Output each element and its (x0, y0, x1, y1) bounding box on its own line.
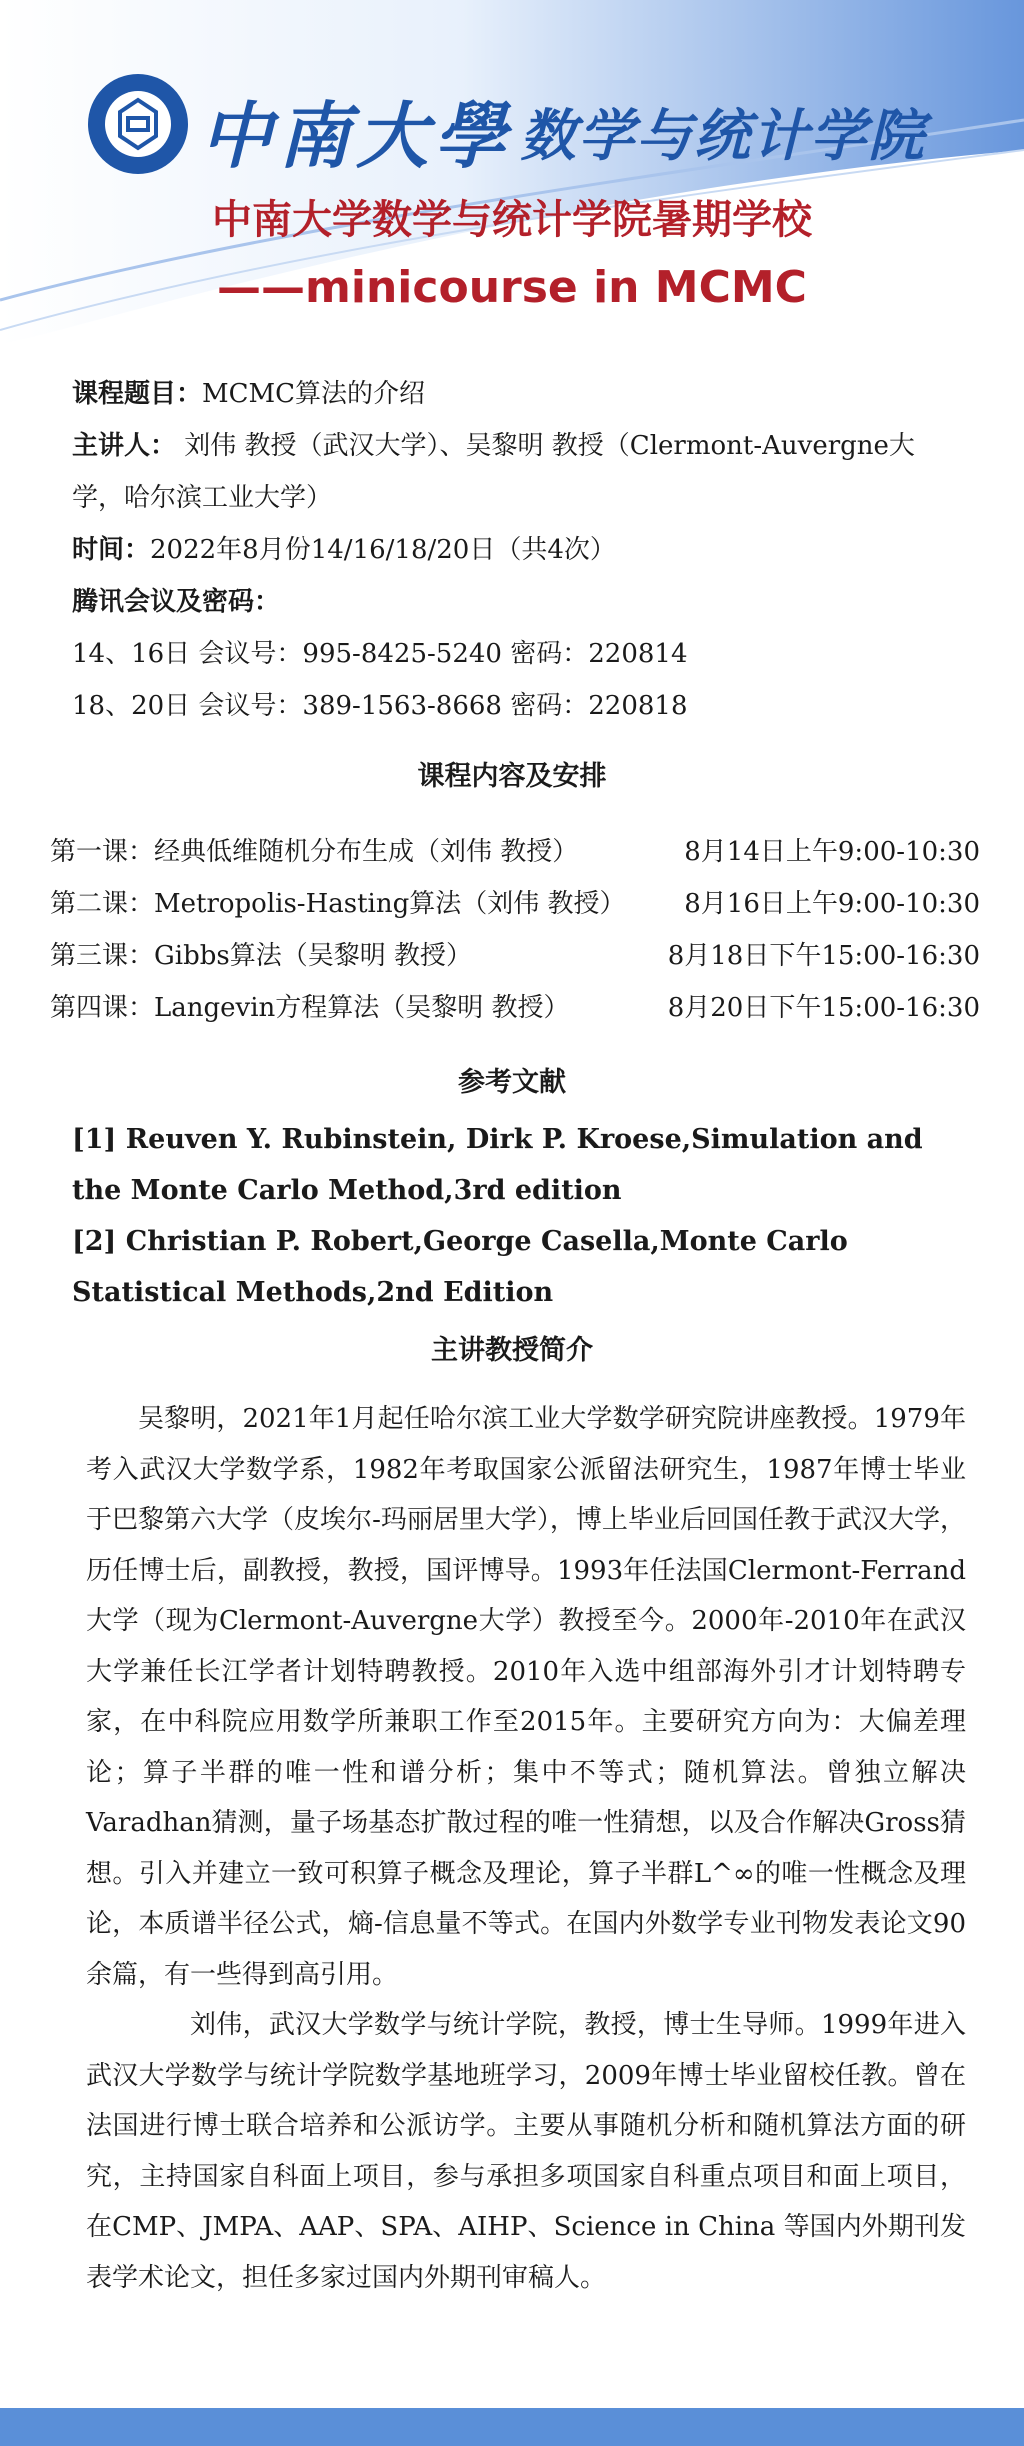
topic-value: MCMC算法的介绍 (202, 379, 426, 409)
schedule-row (50, 826, 980, 878)
university-logo (86, 72, 190, 176)
lesson-name: 第一课：经典低维随机分布生成（刘伟 教授） (50, 837, 579, 867)
speaker-value-cont: 学，哈尔滨工业大学） (72, 483, 333, 513)
meeting-info-2: 18、20日 会议号：389-1563-8668 密码：220818 (72, 691, 688, 721)
schedule-row (50, 930, 980, 982)
lesson-time: 8月16日上午9:00-10:30 (684, 889, 980, 919)
course-info (72, 368, 982, 732)
speaker-row-cont (72, 472, 982, 524)
header-banner (0, 0, 1024, 380)
lesson-name: 第三课：Gibbs算法（吴黎明 教授） (50, 941, 472, 971)
lesson-time: 8月18日下午15:00-16:30 (667, 941, 980, 971)
bio-heading: 主讲教授简介 (431, 1335, 593, 1366)
time-label: 时间： (72, 535, 151, 565)
page-subtitle: ——minicourse in MCMC (217, 262, 807, 313)
lesson-name: 第四课：Langevin方程算法（吴黎明 教授） (50, 993, 570, 1023)
lesson-time: 8月14日上午9:00-10:30 (684, 837, 980, 867)
page-title: 中南大学数学与统计学院暑期学校 (212, 196, 812, 243)
topic-row (72, 368, 982, 420)
reference-item: [2] Christian P. Robert,George Casella,Monte Carlo Statistical Methods,2nd Edition (72, 1226, 848, 1308)
speaker-row (72, 420, 982, 472)
footer-bar (0, 2408, 1024, 2446)
reference-item: [1] Reuven Y. Rubinstein, Dirk P. Kroese,Simulation and the Monte Carlo Method,3rd edition (72, 1124, 923, 1206)
schedule-heading: 课程内容及安排 (417, 761, 607, 792)
schedule-row (50, 982, 980, 1034)
bio-section (86, 1394, 966, 2303)
schedule-row (50, 878, 980, 930)
speaker-label: 主讲人： (72, 431, 177, 461)
reference-list (72, 1114, 952, 1318)
schedule-list (50, 826, 980, 1034)
topic-label: 课程题目： (72, 379, 203, 409)
references-heading: 参考文献 (458, 1067, 566, 1098)
college-name: 数学与统计学院 (520, 103, 926, 169)
time-value: 2022年8月份14/16/18/20日（共4次） (150, 535, 616, 565)
time-row (72, 524, 982, 576)
bio-wu: 吴黎明，2021年1月起任哈尔滨工业大学数学研究院讲座教授。1979年考入武汉大学数学系，1982年考取国家公派留法研究生，1987年博士毕业于巴黎第六大学（皮埃尔-玛丽居里大学），博上毕业后回国任教于武汉大学，历任博士后，副教授，教授，国评博导。1993年任法国Clermont-Ferrand大学（现为Clermont-Auvergne大学）教授至今。2000年-2010年在武汉大学兼任长江学者计划特聘教授。2010年入选中组部海外引才计划特聘专家，在中科院应用数学所兼职工作至2015年。主要研究方向为：大偏差理论；算子半群的唯一性和谱分析；集中不等式；随机算法。曾独立解决Varadhan猜测，量子场基态扩散过程的唯一性猜想，以及合作解决Gross猜想。引入并建立一致可积算子概念及理论，算子半群L^∞的唯一性概念及理论，本质谱半径公式，熵-信息量不等式。在国内外数学专业刊物发表论文90余篇，有一些得到高引用。 (86, 1404, 966, 1990)
lesson-name: 第二课：Metropolis-Hasting算法（刘伟 教授） (50, 889, 626, 919)
speaker-value: 刘伟 教授（武汉大学）、吴黎明 教授（Clermont-Auvergne大 (176, 431, 915, 461)
school-name: 中南大學 (200, 93, 513, 178)
meeting-info-1: 14、16日 会议号：995-8425-5240 密码：220814 (72, 639, 688, 669)
bio-liu: 刘伟，武汉大学数学与统计学院，教授，博士生导师。1999年进入武汉大学数学与统计学院数学基地班学习，2009年博士毕业留校任教。曾在法国进行博士联合培养和公派访学。主要从事随机分析和随机算法方面的研究，主持国家自科面上项目，参与承担多项国家自科重点项目和面上项目，在CMP、JMPA、AAP、SPA、AIHP、Science in China 等国内外期刊发表学术论文，担任多家过国内外期刊审稿人。 (86, 2010, 966, 2293)
meeting-label: 腾讯会议及密码： (72, 587, 281, 617)
meeting-row (72, 576, 982, 628)
lesson-time: 8月20日下午15:00-16:30 (667, 993, 980, 1023)
